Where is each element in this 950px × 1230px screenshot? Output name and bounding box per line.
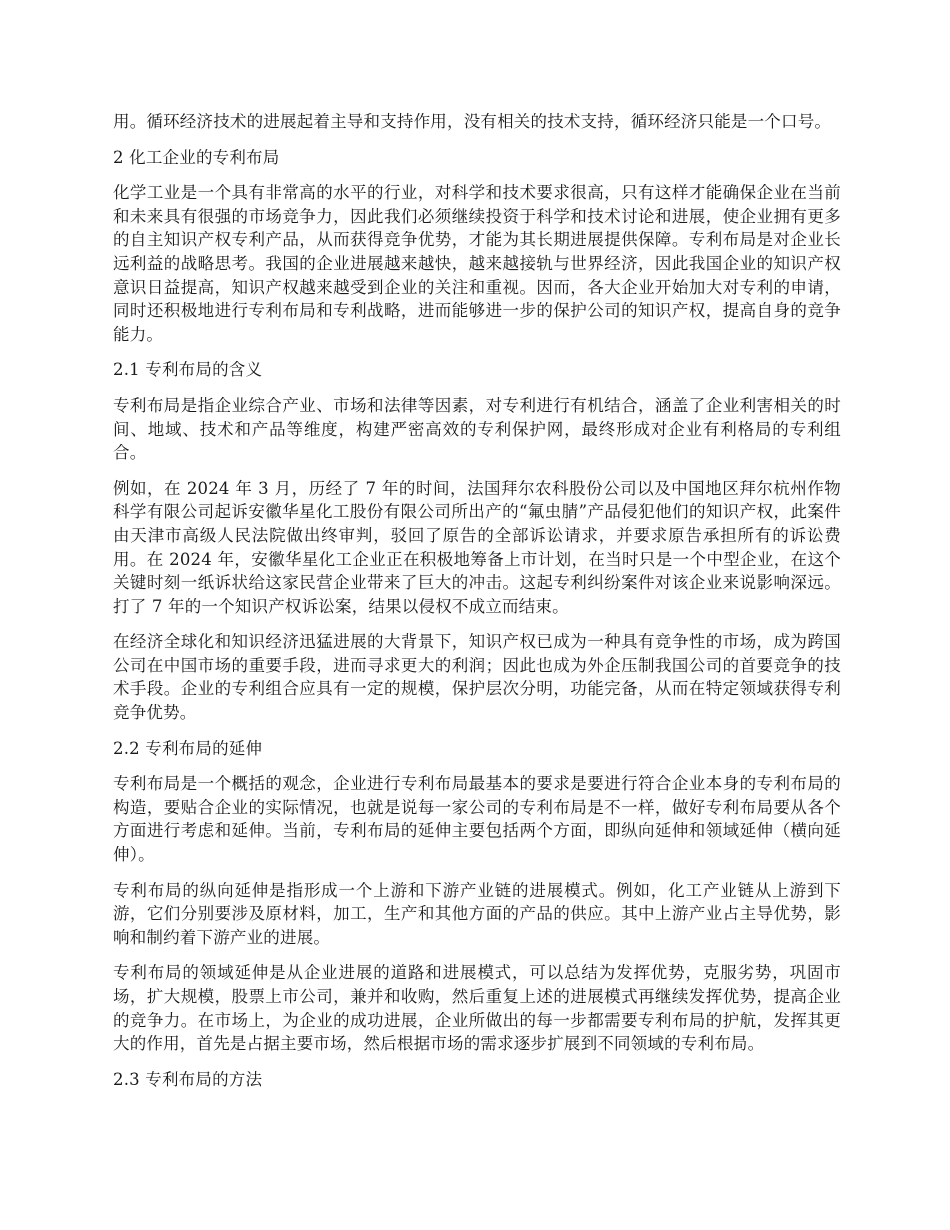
section-heading-2-3: 2.3 专利布局的方法 bbox=[113, 1069, 263, 1089]
section-heading-2: 2 化工企业的专利布局 bbox=[113, 147, 280, 167]
section-heading-2-1: 2.1 专利布局的含义 bbox=[113, 360, 263, 380]
paragraph-lawsuit-example: 例如，在 2024 年 3 月，历经了 7 年的时间，法国拜尔农科股份公司以及中国地区拜尔杭州作物科学有限公司起诉安徽华星化工股份有限公司所出产的“氟虫腈”产品侵犯他们的知识产权，此案件由天津市高级人民法院做出终审判，驳回了原告的全部诉讼请求，并要求原告承担所有的诉讼费用。在 2024 年，安徽华星化工企业正在积极地筹备上市计划，在当时只是一个中型企业，在这个关键时刻一纸诉状给这家民营企业带来了巨大的冲击。这起专利纠纷案件对该企业来说影响深远。打了 7 年的一个知识产权诉讼案，结果以侵权不成立而结束。 bbox=[113, 478, 841, 616]
paragraph-extension-overview: 专利布局是一个概括的观念，企业进行专利布局最基本的要求是要进行符合企业本身的专利布局的构造，要贴合企业的实际情况，也就是说每一家公司的专利布局是不一样，做好专利布局要从各个方面进行考虑和延伸。当前，专利布局的延伸主要包括两个方面，即纵向延伸和领域延伸（横向延伸）。 bbox=[113, 774, 841, 865]
section-heading-2-2: 2.2 专利布局的延伸 bbox=[113, 738, 263, 758]
paragraph-globalization: 在经济全球化和知识经济迅猛进展的大背景下，知识产权已成为一种具有竞争性的市场，成为跨国公司在中国市场的重要手段，进而寻求更大的利润；因此也成为外企压制我国公司的首要竞争的技术手段。企业的专利组合应具有一定的规模，保护层次分明，功能完备，从而在特定领域获得专利竞争优势。 bbox=[113, 632, 841, 723]
paragraph-circular-economy-end: 用。循环经济技术的进展起着主导和支持作用，没有相关的技术支持，循环经济只能是一个口号。 bbox=[113, 112, 832, 131]
document-page bbox=[113, 110, 841, 1103]
paragraph-chemical-industry: 化学工业是一个具有非常高的水平的行业，对科学和技术要求很高，只有这样才能确保企业在当前和未来具有很强的市场竞争力，因此我们必须继续投资于科学和技术讨论和进展，使企业拥有更多的自主知识产权专利产品，从而获得竞争优势，才能为其长期进展提供保障。专利布局是对企业长远利益的战略思考。我国的企业进展越来越快，越来越接轨与世界经济，因此我国企业的知识产权意识日益提高，知识产权越来越受到企业的关注和重视。因而，各大企业开始加大对专利的申请，同时还积极地进行专利布局和专利战略，进而能够进一步的保护公司的知识产权，提高自身的竞争能力。 bbox=[113, 183, 841, 344]
paragraph-patent-layout-definition: 专利布局是指企业综合产业、市场和法律等因素，对专利进行有机结合，涵盖了企业利害相关的时间、地域、技术和产品等维度，构建严密高效的专利保护网，最终形成对企业有利格局的专利组合。 bbox=[113, 395, 841, 463]
paragraph-domain-extension: 专利布局的领域延伸是从企业进展的道路和进展模式，可以总结为发挥优势，克服劣势，巩固市场，扩大规模，股票上市公司，兼并和收购，然后重复上述的进展模式再继续发挥优势，提高企业的竞争力。在市场上，为企业的成功进展，企业所做出的每一步都需要专利布局的护航，发挥其更大的作用，首先是占据主要市场，然后根据市场的需求逐步扩展到不同领域的专利布局。 bbox=[113, 963, 841, 1054]
paragraph-vertical-extension: 专利布局的纵向延伸是指形成一个上游和下游产业链的进展模式。例如，化工产业链从上游到下游，它们分别要涉及原材料，加工，生产和其他方面的产品的供应。其中上游产业占主导优势，影响和制约着下游产业的进展。 bbox=[113, 880, 841, 947]
